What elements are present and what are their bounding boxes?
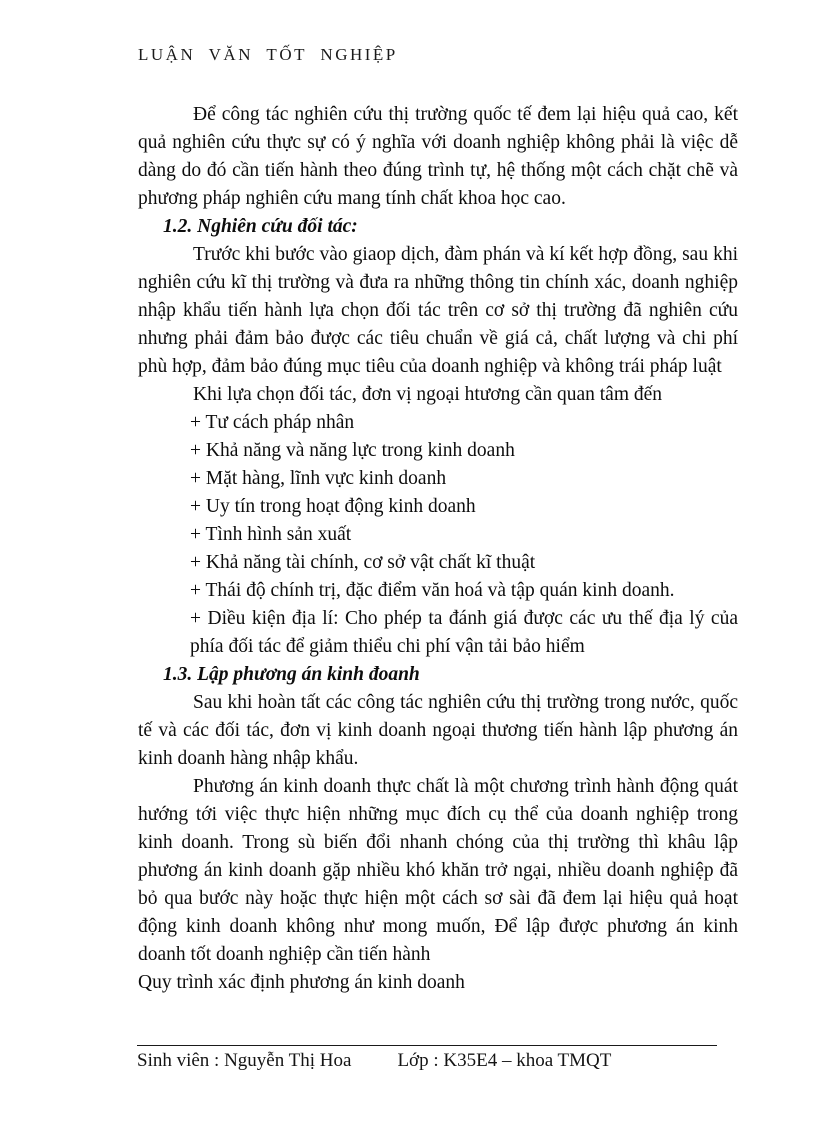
bullet-item: + Tư cách pháp nhân: [190, 412, 355, 433]
section-heading-1-2: 1.2. Nghiên cứu đối tác:: [163, 216, 358, 237]
footer-text: [137, 1049, 738, 1073]
footer-class-name: Lớp : K35E4 – khoa TMQT: [397, 1050, 612, 1071]
paragraph-intro: Để công tác nghiên cứu thị trường quốc tế đem lại hiệu quả cao, kết quả nghiên cứu thực sự có ý nghĩa với doanh nghiệp không phải là việc dễ dàng do đó cần tiến hành theo đúng trình tự, hệ thống một cách chặt chẽ và phương pháp nghiên cứu mang tính chất khoa học cao.: [138, 104, 738, 209]
bullet-item: + Mặt hàng, lĩnh vực kinh doanh: [190, 468, 447, 489]
bullet-item: + Tình hình sản xuất: [190, 524, 352, 545]
bullet-item: + Thái độ chính trị, đặc điểm văn hoá và tập quán kinh doanh.: [190, 580, 675, 601]
page-footer: [137, 1045, 738, 1073]
paragraph-business-plan-1: Sau khi hoàn tất các công tác nghiên cứu thị trường trong nước, quốc tế và các đối tác, đơn vị kinh doanh ngoại thương tiến hành lập phương án kinh doanh hàng nhập khẩu.: [138, 692, 738, 769]
paragraph-partner-research: Trước khi bước vào giaop dịch, đàm phán và kí kết hợp đồng, sau khi nghiên cứu kĩ thị trường và đưa ra những thông tin chính xác, doanh nghiệp nhập khẩu tiến hành lựa chọn đối tác trên cơ sở thị trường đã nghiên cứu nhưng phải đảm bảo được các tiêu chuẩn về giá cả, chất lượng và chi phí phù hợp, đảm bảo đúng mục tiêu của doanh nghiệp và không trái pháp luật: [138, 244, 738, 377]
bullet-item: + Uy tín trong hoạt động kinh doanh: [190, 496, 476, 517]
section-heading-1-3: 1.3. Lập phương án kinh đoanh: [163, 664, 420, 685]
bullet-lead-in: Khi lựa chọn đối tác, đơn vị ngoại htương cần quan tâm đến: [193, 384, 663, 405]
footer-divider-line: [137, 1045, 717, 1046]
bullet-item: + Khả năng và năng lực trong kinh doanh: [190, 440, 515, 461]
page-header-title: LUẬN VĂN TỐT NGHIỆP: [138, 45, 398, 64]
bullet-item: + Diều kiện địa lí: Cho phép ta đánh giá được các ưu thế địa lý của phía đối tác để giảm thiểu chi phí vận tải bảo hiểm: [190, 608, 738, 657]
document-body: [138, 101, 738, 997]
paragraph-business-plan-2: Phương án kinh doanh thực chất là một chương trình hành động quát hướng tới việc thực hiện những mục đích cụ thể của doanh nghiệp trong kinh doanh. Trong sù biến đổi nhanh chóng của thị trường thì khâu lập phương án kinh doanh gặp nhiều khó khăn trở ngại, nhiều doanh nghiệp đã bỏ qua bước này hoặc thực hiện một cách sơ sài đã đem lại hiệu quả hoạt động kinh doanh không như mong muốn, Để lập được phương án kinh doanh tốt doanh nghiệp cần tiến hành: [138, 776, 738, 965]
closing-line: Quy trình xác định phương án kinh doanh: [138, 972, 465, 993]
footer-student-name: Sinh viên : Nguyễn Thị Hoa: [137, 1050, 352, 1071]
bullet-item: + Khả năng tài chính, cơ sở vật chất kĩ thuật: [190, 552, 536, 573]
